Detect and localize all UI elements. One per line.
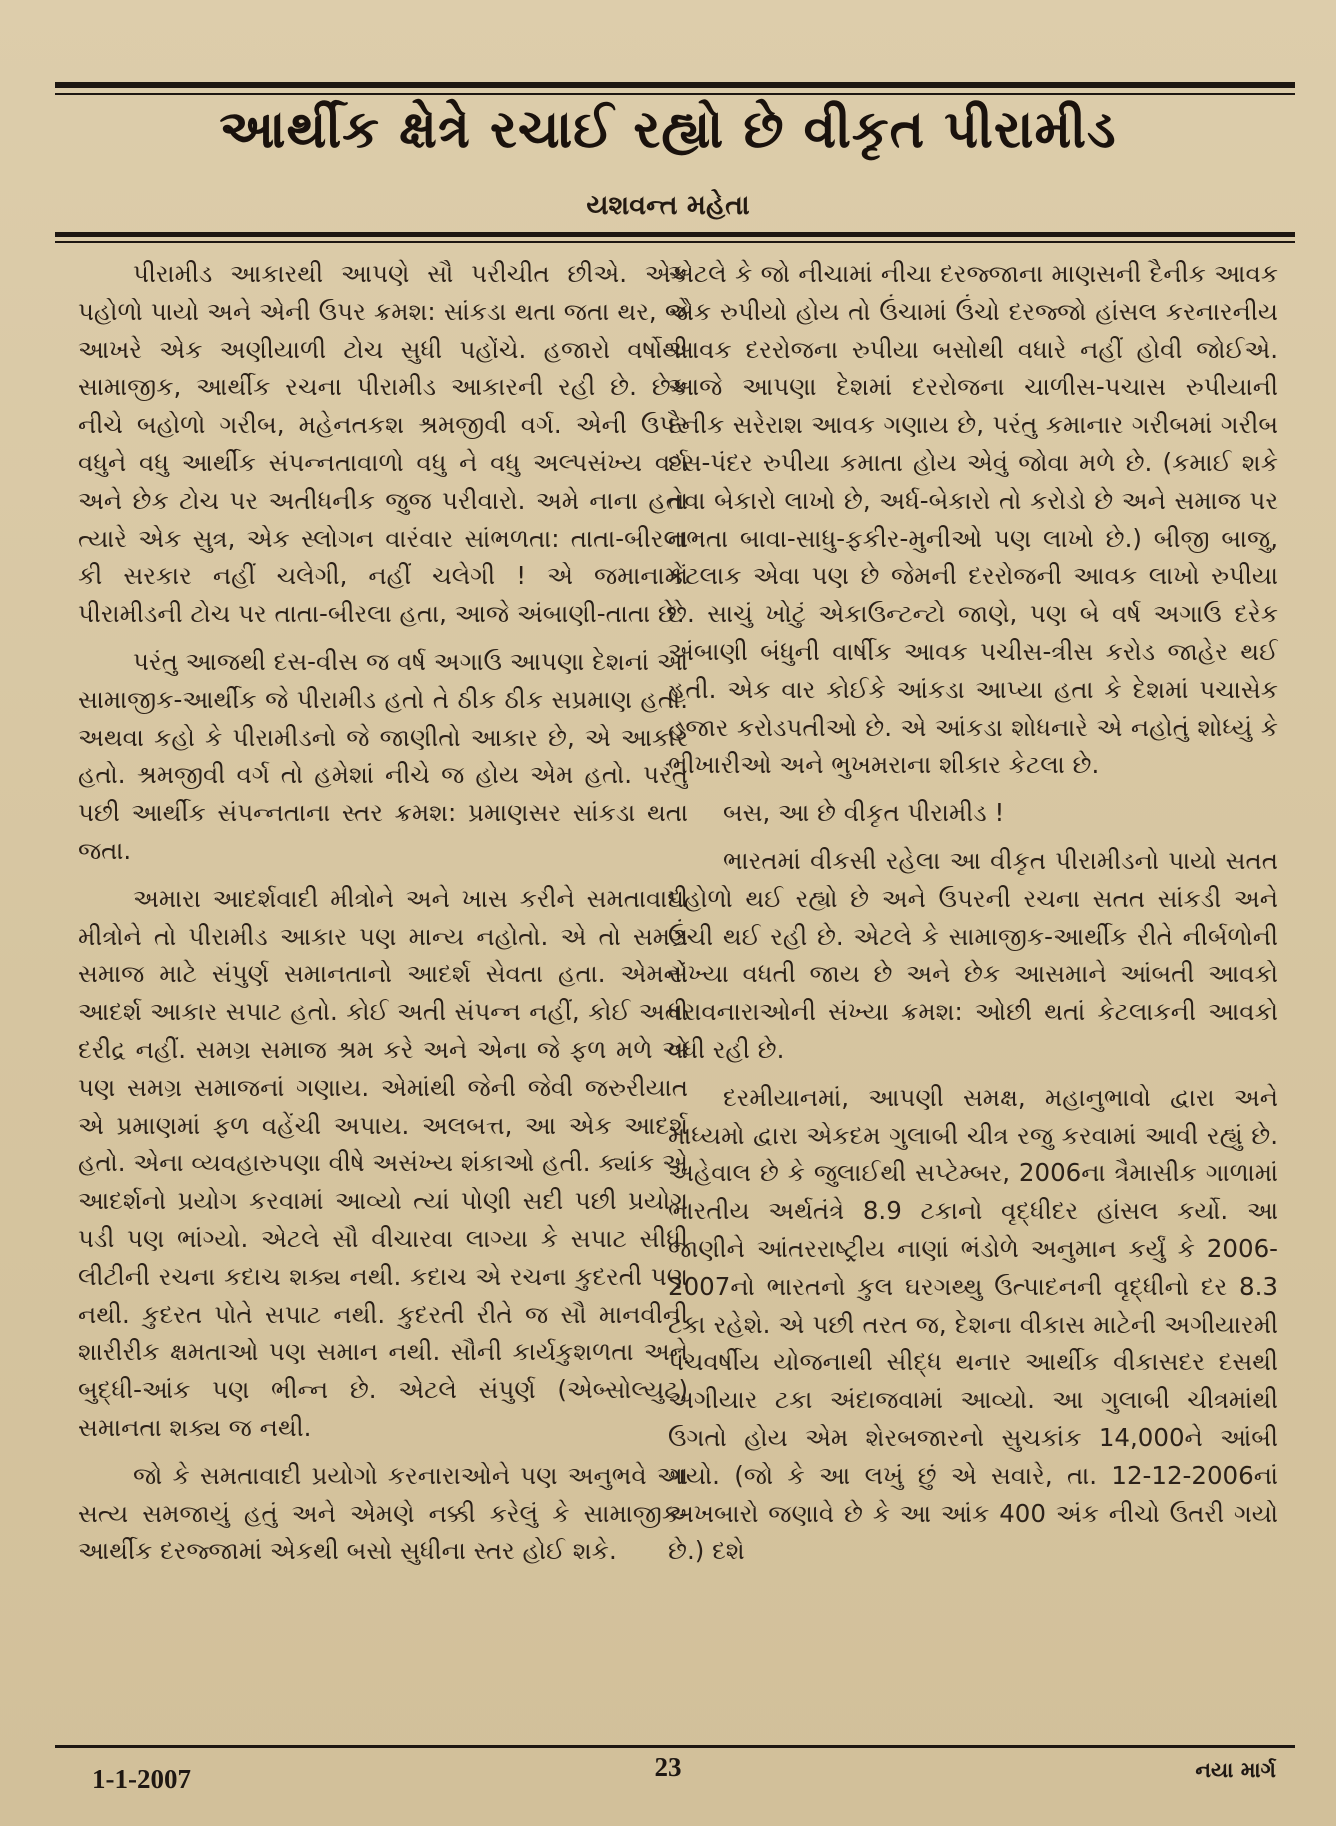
paragraph: બસ, આ છે વીકૃત પીરામીડ ! (723, 798, 1005, 828)
body-rule-thick (55, 232, 1295, 237)
paragraph: દરમીયાનમાં, આપણી સમક્ષ, મહાનુભાવો દ્વારા અને માધ્યમો દ્વારા એકદમ ગુલાબી ચીત્ર રજુ કરવામાં આવી રહ્યું છે. અહેવાલ છે કે જુલાઈથી સપ્ટેમ્બર, 2006ના ત્રૈમાસીક ગાળામાં ભારતીય અર્થતંત્રે 8.9 ટકાનો વૃદ્ધીદર હાંસલ કર્યો. આ જાણીને આંતરરાષ્ટ્રીય નાણાં ભંડોળે અનુમાન કર્યું કે 2006-2007નો ભારતનો કુલ ઘરગથ્થુ ઉત્પાદનની વૃદ્ધીનો દર 8.3 ટકા રહેશે. એ પછી તરત જ, દેશના વીકાસ માટેની અગીયારમી પંચવર્ષીય યોજનાથી સીદ્ધ થનાર આર્થીક વીકાસદર દસથી અગીયાર ટકા અંદાજવામાં આવ્યો. આ ગુલાબી ચીત્રમાંથી ઉગતો હોય એમ શેરબજારનો સુચકાંક 14,000ને આંબી ગયો. (જો કે આ લખું છું એ સવારે, તા. 12-12-2006નાં અખબારો જણાવે છે કે આ આંક 400 અંક નીચો ઉતરી ગયો છે.) દશે (668, 1082, 1278, 1566)
right-column (668, 255, 1278, 1735)
issue-date: 1-1-2007 (92, 1764, 191, 1794)
left-column (78, 255, 688, 1735)
magazine-name: નયા માર્ગ (1195, 1758, 1276, 1782)
paragraph: અમારા આદર્શવાદી મીત્રોને અને ખાસ કરીને સમતાવાદી મીત્રોને તો પીરામીડ આકાર પણ માન્ય નહોતો. એ તો સમગ્ર સમાજ માટે સંપુર્ણ સમાનતાનો આદર્શ સેવતા હતા. એમનો આદર્શ આકાર સપાટ હતો. કોઈ અતી સંપન્ન નહીં, કોઈ અતી દરીદ્ર નહીં. સમગ્ર સમાજ શ્રમ કરે અને એના જે ફળ મળે એ પણ સમગ્ર સમાજનાં ગણાય. એમાંથી જેની જેવી જરુરીયાત એ પ્રમાણમાં ફળ વહેંચી અપાય. અલબત્ત, આ એક આદર્શ હતો. એના વ્યવહારુપણા વીષે અસંખ્ય શંકાઓ હતી. ક્યાંક એ આદર્શનો પ્રયોગ કરવામાં આવ્યો ત્યાં પોણી સદી પછી પ્રયોગ પડી પણ ભાંગ્યો. એટલે સૌ વીચારવા લાગ્યા કે સપાટ સીધી લીટીની રચના કદાચ શક્ય નથી. કદાચ એ રચના કુદરતી પણ નથી. કુદરત પોતે સપાટ નથી. કુદરતી રીતે જ સૌ માનવીની શારીરીક ક્ષમતાઓ પણ સમાન નથી. સૌની કાર્યકુશળતા અને બુદ્ધી-આંક પણ ભીન્ન છે. એટલે સંપુર્ણ (એબ્સોલ્યુટ) સમાનતા શક્ય જ નથી. (78, 883, 688, 1442)
footer-rule (55, 1745, 1295, 1748)
paragraph: એટલે કે જો નીચામાં નીચા દરજ્જાના માણસની દૈનીક આવક એક રુપીયો હોય તો ઉંચામાં ઉંચો દરજ્જો હાંસલ કરનારનીય આવક દરરોજના રુપીયા બસોથી વધારે નહીં હોવી જોઈએ. આજે આપણા દેશમાં દરરોજના ચાળીસ-પચાસ રુપીયાની દૈનીક સરેરાશ આવક ગણાય છે, પરંતુ કમાનાર ગરીબમાં ગરીબ દસ-પંદર રુપીયા કમાતા હોય એવું જોવા મળે છે. (કમાઈ શકે તેવા બેકારો લાખો છે, અર્ધ-બેકારો તો કરોડો છે અને સમાજ પર નભતા બાવા-સાધુ-ફકીર-મુનીઓ પણ લાખો છે.) બીજી બાજુ, કેટલાક એવા પણ છે જેમની દરરોજની આવક લાખો રુપીયા છે. સાચું ખોટું એકાઉન્ટન્ટો જાણે, પણ બે વર્ષ અગાઉ દરેક અંબાણી બંધુની વાર્ષીક આવક પચીસ-ત્રીસ કરોડ જાહેર થઈ હતી. એક વાર કોઈકે આંકડા આપ્યા હતા કે દેશમાં પચાસેક હજાર કરોડપતીઓ છે. એ આંકડા શોધનારે એ નહોતું શોધ્યું કે ભીખારીઓ અને ભુખમરાના શીકાર કેટલા છે. (668, 259, 1278, 780)
title-rule-thin (55, 93, 1295, 95)
paragraph: જો કે સમતાવાદી પ્રયોગો કરનારાઓને પણ અનુભવે આ સત્ય સમજાયું હતું અને એમણે નક્કી કરેલું કે સામાજીક-આર્થીક દરજ્જામાં એકથી બસો સુધીના સ્તર હોઈ શકે. (78, 1460, 688, 1566)
paragraph: પરંતુ આજથી દસ-વીસ જ વર્ષ અગાઉ આપણા દેશનાં આ સામાજીક-આર્થીક જે પીરામીડ હતો તે ઠીક ઠીક સપ્રમાણ હતો. અથવા કહો કે પીરામીડનો જે જાણીતો આકાર છે, એ આકારે હતો. શ્રમજીવી વર્ગ તો હમેશાં નીચે જ હોય એમ હતો. પરંતુ પછી આર્થીક સંપન્નતાના સ્તર ક્રમશ: પ્રમાણસર સાંકડા થતા જતા. (78, 646, 688, 865)
paragraph: પીરામીડ આકારથી આપણે સૌ પરીચીત છીએ. એક પહોળો પાયો અને એની ઉપર ક્રમશ: સાંકડા થતા જતા થર, જે આખરે એક અણીયાળી ટોચ સુધી પહોંચે. હજારો વર્ષોથી સામાજીક, આર્થીક રચના પીરામીડ આકારની રહી છે. છેક નીચે બહોળો ગરીબ, મહેનતકશ શ્રમજીવી વર્ગ. એની ઉપર વધુને વધુ આર્થીક સંપન્નતાવાળો વધુ ને વધુ અલ્પસંખ્ય વર્ગ અને છેક ટોચ પર અતીધનીક જુજ પરીવારો. અમે નાના હતા ત્યારે એક સુત્ર, એક સ્લોગન વારંવાર સાંભળતા: તાતા-બીરલા કી સરકાર નહીં ચલેગી, નહીં ચલેગી ! એ જમાનામાં પીરામીડની ટોચ પર તાતા-બીરલા હતા, આજે અંબાણી-તાતા છે. (78, 259, 688, 629)
page-number: 23 (654, 1752, 682, 1782)
article-author: યશવન્ત મહેતા (586, 190, 750, 221)
title-rule-thick (55, 82, 1295, 88)
paragraph: ભારતમાં વીકસી રહેલા આ વીકૃત પીરામીડનો પાયો સતત પહોળો થઈ રહ્યો છે અને ઉપરની રચના સતત સાંકડી અને ઉંચી થઈ રહી છે. એટલે કે સામાજીક-આર્થીક રીતે નીર્બળોની સંખ્યા વધતી જાય છે અને છેક આસમાને આંબતી આવકો ધરાવનારાઓની સંખ્યા ક્રમશ: ઓછી થતાં કેટલાકની આવકો વધી રહી છે. (668, 845, 1278, 1064)
body-rule-thin (55, 241, 1295, 243)
article-title: આર્થીક ક્ષેત્રે રચાઈ રહ્યો છે વીકૃત પીરામીડ (219, 100, 1117, 160)
